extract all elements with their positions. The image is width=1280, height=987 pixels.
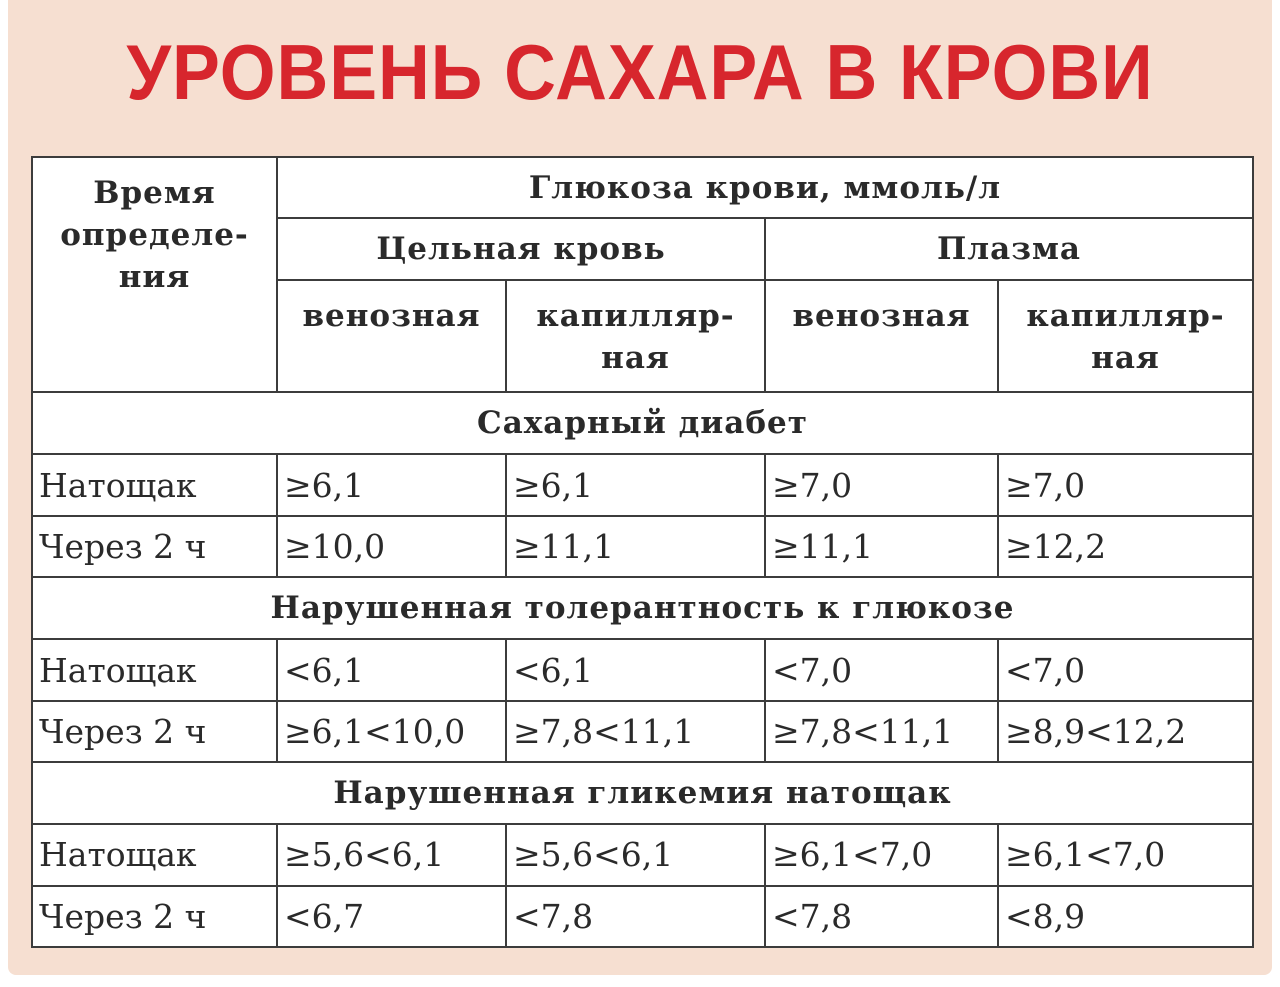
cell-whole-capillary: ≥6,1 [506,454,765,515]
header-glucose: Глюкоза крови, ммоль/л [277,157,1253,218]
cell-whole-capillary: ≥7,8<11,1 [506,701,765,762]
cell-whole-capillary: ≥5,6<6,1 [506,824,765,885]
row-time: Через 2 ч [32,701,277,762]
cell-plasma-capillary: ≥6,1<7,0 [998,824,1253,885]
section-row [32,762,1253,824]
section-row [32,392,1253,454]
row-time: Через 2 ч [32,886,277,947]
header-plasma-venous: венозная [765,280,998,393]
row-time: Натощак [32,639,277,700]
header-whole-venous: венозная [277,280,506,393]
cell-plasma-venous: ≥7,8<11,1 [765,701,998,762]
cell-plasma-capillary: ≥7,0 [998,454,1253,515]
header-whole-capillary: капилляр- ная [506,280,765,393]
cell-plasma-capillary: ≥8,9<12,2 [998,701,1253,762]
section-title: Сахарный диабет [32,392,1253,454]
cell-plasma-capillary: ≥12,2 [998,516,1253,577]
cell-whole-venous: <6,7 [277,886,506,947]
cell-whole-venous: ≥10,0 [277,516,506,577]
cell-whole-venous: ≥5,6<6,1 [277,824,506,885]
page-title: УРОВЕНЬ САХАРА В КРОВИ [126,28,1154,116]
section-title: Нарушенная гликемия натощак [32,762,1253,824]
table-row [32,639,1253,700]
cell-plasma-venous: <7,8 [765,886,998,947]
header-whole-blood: Цельная кровь [277,218,765,279]
row-time: Через 2 ч [32,516,277,577]
cell-plasma-capillary: <7,0 [998,639,1253,700]
table-row [32,701,1253,762]
cell-whole-capillary: <7,8 [506,886,765,947]
table-row [32,886,1253,947]
cell-plasma-capillary: <8,9 [998,886,1253,947]
cell-whole-venous: ≥6,1 [277,454,506,515]
table-row [32,454,1253,515]
table-row [32,824,1253,885]
section-title: Нарушенная толерантность к глюкозе [32,577,1253,639]
header-plasma: Плазма [765,218,1253,279]
row-time: Натощак [32,454,277,515]
header-time: Время определе- ния [32,157,277,392]
row-time: Натощак [32,824,277,885]
header-time-label: Время [93,175,216,211]
blood-sugar-table [31,156,1254,948]
cell-whole-venous: ≥6,1<10,0 [277,701,506,762]
header-plasma-capillary: капилляр- ная [998,280,1253,393]
cell-whole-venous: <6,1 [277,639,506,700]
cell-plasma-venous: <7,0 [765,639,998,700]
cell-plasma-venous: ≥6,1<7,0 [765,824,998,885]
cell-plasma-venous: ≥7,0 [765,454,998,515]
table-row [32,516,1253,577]
cell-plasma-venous: ≥11,1 [765,516,998,577]
cell-whole-capillary: <6,1 [506,639,765,700]
header-row-1 [32,157,1253,218]
cell-whole-capillary: ≥11,1 [506,516,765,577]
section-row [32,577,1253,639]
